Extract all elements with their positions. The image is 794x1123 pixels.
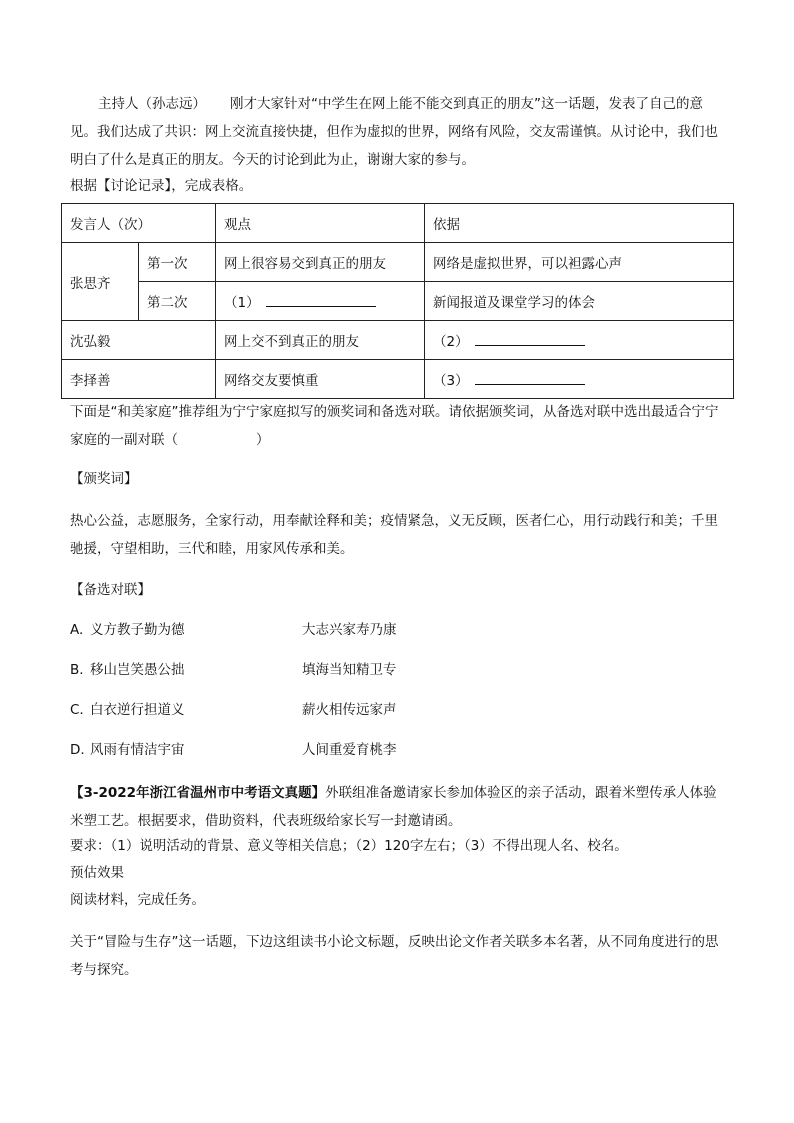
couplet-intro-text: 下面是“和美家庭”推荐组为宁宁家庭拟写的颁奖词和备选对联。请依据颁奖词，从备选对联中选出最适合宁宁家庭的一副对联（ xyxy=(70,404,719,448)
view-cell: 网上交不到真正的朋友 xyxy=(216,321,425,360)
option-letter: A. xyxy=(70,622,84,638)
view-cell: 网络交友要慎重 xyxy=(216,360,425,399)
couplet-intro xyxy=(70,398,724,454)
table-row xyxy=(62,321,734,360)
basis-cell: 新闻报道及课堂学习的体会 xyxy=(425,282,734,321)
option-left: 义方教子勤为德 xyxy=(90,622,185,638)
basis-cell-blank-2 xyxy=(425,321,734,360)
option-left: 风雨有情洁宇宙 xyxy=(90,742,185,758)
discussion-table xyxy=(61,203,734,399)
blank-label-3: （3） xyxy=(433,373,469,389)
award-heading: 【颁奖词】 xyxy=(70,471,138,487)
question-3 xyxy=(70,779,724,835)
answer-blank-2[interactable] xyxy=(475,333,585,346)
header-view: 观点 xyxy=(216,204,425,243)
header-basis: 依据 xyxy=(425,204,734,243)
option-right: 薪火相传远家声 xyxy=(302,702,397,718)
speaker-li: 李择善 xyxy=(62,360,216,399)
read-task: 阅读材料，完成任务。 xyxy=(70,892,205,908)
option-letter: D. xyxy=(70,742,85,758)
basis-cell: 网络是虚拟世界，可以袒露心声 xyxy=(425,243,734,282)
basis-cell-blank-3 xyxy=(425,360,734,399)
host-speech: 刚才大家针对“中学生在网上能不能交到真正的朋友”这一话题，发表了自己的意见。我们达成了共识：网上交流直接快捷，但作为虚拟的世界，网络有风险，交友需谨慎。从讨论中，我们也明白了什么是真正的朋友。今天的讨论到此为止，谢谢大家的参与。 xyxy=(70,96,718,168)
header-speaker: 发言人（次） xyxy=(62,204,216,243)
answer-blank-1[interactable] xyxy=(266,294,376,307)
table-header-row xyxy=(62,204,734,243)
view-cell: 网上很容易交到真正的朋友 xyxy=(216,243,425,282)
final-paragraph: 关于“冒险与生存”这一话题，下边这组读书小论文标题，反映出论文作者关联多本名著，从不同角度进行的思考与探究。 xyxy=(70,934,719,978)
host-name: 主持人（孙志远） xyxy=(98,96,206,112)
sub-first: 第一次 xyxy=(139,243,216,282)
question-source: 【3-2022年浙江省温州市中考语文真题】 xyxy=(70,785,326,801)
couplet-intro-close: ） xyxy=(256,432,270,448)
speaker-shen: 沈弘毅 xyxy=(62,321,216,360)
table-row xyxy=(62,243,734,282)
option-a xyxy=(70,620,397,640)
option-left: 白衣逆行担道义 xyxy=(90,702,185,718)
option-d xyxy=(70,740,397,760)
option-letter: B. xyxy=(70,662,84,678)
couplet-heading: 【备选对联】 xyxy=(70,582,151,598)
blank-label-1: （1） xyxy=(224,295,260,311)
table-instruction: 根据【讨论记录】，完成表格。 xyxy=(70,178,253,194)
option-b xyxy=(70,660,397,680)
option-right: 人间重爱育桃李 xyxy=(302,742,397,758)
option-left: 移山岂笑愚公拙 xyxy=(90,662,185,678)
option-letter: C. xyxy=(70,702,84,718)
table-row xyxy=(62,360,734,399)
table-row xyxy=(62,282,734,321)
option-right: 大志兴家寿乃康 xyxy=(302,622,397,638)
question-text: 外联组准备邀请家长参加体验区的亲子活动，跟着米塑传承人体验米塑工艺。根据要求，借助资料，代表班级给家长写一封邀请函。 xyxy=(70,785,717,829)
answer-blank-3[interactable] xyxy=(475,372,585,385)
preview-label: 预估效果 xyxy=(70,865,124,881)
option-c xyxy=(70,700,397,720)
award-text: 热心公益，志愿服务，全家行动，用奉献诠释和美；疫情紧急，义无反顾，医者仁心，用行动践行和美；千里驰援，守望相助，三代和睦，用家风传承和美。 xyxy=(70,513,718,557)
blank-label-2: （2） xyxy=(433,334,469,350)
host-paragraph xyxy=(70,90,724,174)
view-cell-blank-1 xyxy=(216,282,425,321)
sub-second: 第二次 xyxy=(139,282,216,321)
speaker-zhang: 张思齐 xyxy=(62,243,139,321)
requirements: 要求：（1）说明活动的背景、意义等相关信息；（2）120字左右；（3）不得出现人名、校名。 xyxy=(70,838,628,854)
option-right: 填海当知精卫专 xyxy=(302,662,397,678)
